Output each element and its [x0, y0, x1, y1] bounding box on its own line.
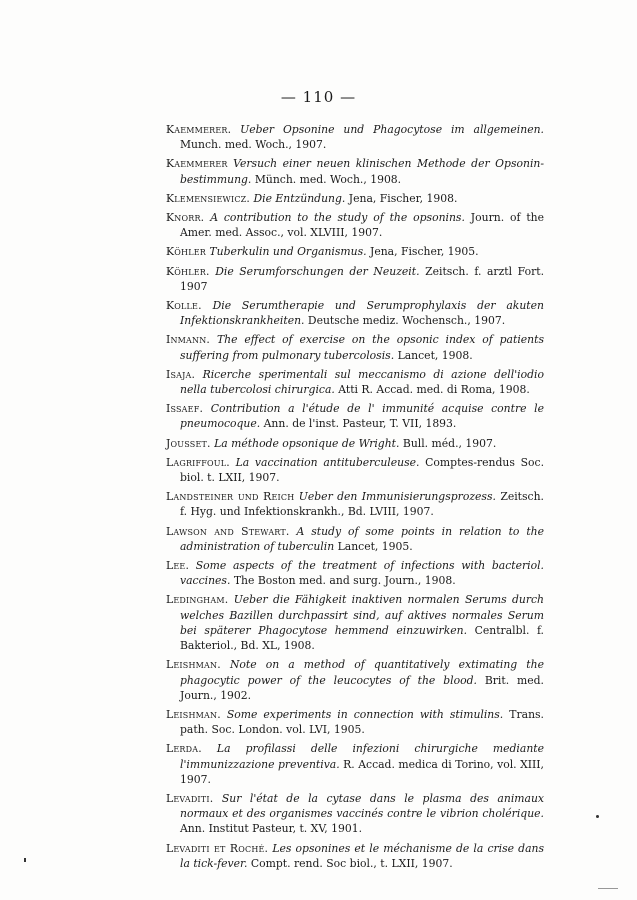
bibliography-entry: [166, 264, 544, 294]
entry-author: Köhler.: [166, 264, 210, 278]
entry-source: Jena, Fischer, 1908.: [348, 191, 458, 205]
entry-author: Ledingham.: [166, 593, 229, 607]
entry-title: Die Serumtherapie und Serumprophylaxis der akuten Infektionskrankheiten.: [180, 299, 544, 328]
entry-author: Klemensiewicz.: [166, 191, 251, 205]
bibliography-entry: [166, 122, 544, 152]
entry-source: Trans. path. Soc. London. vol. LVI, 1905.: [180, 707, 544, 737]
scan-speck-bottom: [598, 888, 618, 889]
entry-source: Lancet, 1908.: [397, 348, 473, 362]
bibliography-entry: [166, 592, 544, 653]
entry-source: Münch. med. Woch., 1908.: [254, 172, 402, 186]
bibliography-entry: [166, 489, 544, 519]
entry-source: Deutsche mediz. Wochensch., 1907.: [307, 314, 506, 328]
entry-author: Lawson and Stewart.: [166, 524, 290, 538]
entry-source: Ann. Institut Pasteur, t. XV, 1901.: [180, 822, 363, 836]
entry-author: Knorr.: [166, 211, 205, 225]
page-number: — 110 —: [280, 88, 357, 106]
entry-title: A study of some points in relation to the administration of tuberculin: [180, 524, 545, 553]
entry-author: Isaja.: [166, 367, 196, 381]
entry-title: La vaccination antituberculeuse.: [235, 455, 420, 469]
entry-source: Centralbl. f. Bakteriol., Bd. XL, 1908.: [180, 623, 544, 653]
bibliography-entry: [166, 741, 544, 787]
bibliography-entry: [166, 524, 544, 554]
entry-source: Compt. rend. Soc biol., t. LXII, 1907.: [250, 856, 453, 870]
bibliography-entry: [166, 455, 544, 485]
entry-source: Lancet, 1905.: [337, 539, 413, 553]
bibliography-entry: [166, 244, 544, 259]
entry-author: Kaemmerer: [166, 157, 228, 171]
bibliography-entry: [166, 156, 544, 186]
entry-source: Comptes-rendus Soc. biol. t. LXII, 1907.: [180, 455, 544, 485]
entry-author: Kaemmerer.: [166, 123, 232, 136]
entry-source: The Boston med. and surg. Journ., 1908.: [233, 574, 456, 588]
scan-speck-right: [596, 815, 599, 818]
entry-author: Lee.: [166, 559, 190, 573]
entry-author: Issaef.: [166, 402, 204, 416]
entry-author: Levaditi.: [166, 791, 214, 805]
bibliography-entry: [166, 298, 544, 328]
entry-title: Sur l'état de la cytase dans le plasma des animaux normaux et des organismes vaccinés contre le vibrion cholérique.: [180, 791, 544, 821]
bibliography-entry: [166, 367, 544, 397]
entry-author: Leishman.: [166, 658, 221, 672]
entry-title: La méthode opsonique de Wright.: [214, 436, 400, 450]
entry-title: Ueber die Fähigkeit inaktiven normalen Serums durch welches Bazillen durchpassirt sind, auf aktives normales Serum bei späterer Phagocytose hemmend einzuwirken.: [180, 593, 544, 637]
entry-author: Jousset.: [166, 436, 211, 450]
entry-source: Brit. med. Journ., 1902.: [180, 673, 544, 702]
entry-source: Zeitsch. f. arztl Fort. 1907: [180, 264, 544, 293]
bibliography-entry: [166, 841, 544, 871]
bibliography-entry: [166, 791, 544, 837]
bibliography-entry: [166, 707, 544, 737]
entry-source: Ann. de l'inst. Pasteur, T. VII, 1893.: [263, 417, 457, 431]
entry-author: Lerda.: [166, 742, 202, 756]
scan-speck-left: [24, 858, 26, 862]
entry-title: The effect of exercise on the opsonic index of patients suffering from pulmonary tubercolosis.: [180, 333, 544, 362]
entry-title: Ricerche sperimentali sul meccanismo di azione dell'iodio nella tubercolosi chirurgica.: [180, 367, 544, 397]
entry-author: Lagriffoul.: [166, 455, 230, 469]
entry-title: Some experiments in connection with stimulins.: [226, 707, 504, 721]
bibliography-entry: [166, 657, 544, 703]
entry-source: Zeitsch. f. Hyg. und Infektionskrankh., Bd. LVIII, 1907.: [180, 490, 544, 519]
bibliography-list: [166, 122, 544, 875]
entry-source: Bull. méd., 1907.: [402, 436, 497, 450]
bibliography-entry: [166, 401, 544, 431]
bibliography-entry: [166, 210, 544, 240]
entry-title: Note on a method of quantitatively extimating the phagocytic power of the leucocytes of the blood.: [180, 658, 544, 687]
entry-title: Contribution a l'étude de l' immunité acquise contre le pneumocoque.: [180, 402, 544, 431]
entry-source: Jena, Fischer, 1905.: [370, 245, 479, 259]
entry-source: Atti R. Accad. med. di Roma, 1908.: [338, 383, 530, 397]
entry-source: R. Accad. medica di Torino, vol. XIII, 1907.: [180, 757, 544, 786]
entry-source: Journ. of the Amer. med. Assoc., vol. XLVIII, 1907.: [180, 211, 545, 240]
entry-title: Tuberkulin und Organismus.: [209, 245, 367, 259]
entry-author: Landsteiner und Reich: [166, 490, 295, 504]
entry-title: Some aspects of the treatment of infections with bacteriol. vaccines.: [180, 559, 544, 588]
entry-title: Les opsonines et le méchanisme de la crise dans la tick-fever.: [180, 841, 545, 870]
entry-title: A contribution to the study of the opsonins.: [210, 211, 465, 225]
entry-author: Levaditi et Roché.: [166, 841, 269, 855]
bibliography-entry: [166, 191, 544, 206]
entry-author: Köhler: [166, 245, 206, 259]
entry-title: Die Serumforschungen der Neuzeit.: [215, 264, 420, 278]
entry-title: La profilassi delle infezioni chirurgiche mediante l'immunizzazione preventiva.: [180, 742, 545, 771]
bibliography-entry: [166, 558, 544, 588]
bibliography-entry: [166, 436, 544, 451]
entry-source: Munch. med. Woch., 1907.: [180, 138, 327, 152]
entry-author: Inmann.: [166, 333, 211, 347]
entry-title: Ueber den Immunisierungsprozess.: [298, 490, 496, 504]
bibliography-entry: [166, 332, 544, 362]
entry-title: Ueber Opsonine und Phagocytose im allgemeinen.: [240, 123, 544, 136]
entry-title: Die Entzündung.: [253, 191, 346, 205]
entry-author: Kolle.: [166, 299, 202, 313]
entry-title: Versuch einer neuen klinischen Methode der Opsonin-bestimmung.: [180, 157, 544, 186]
entry-author: Leishman.: [166, 707, 221, 721]
